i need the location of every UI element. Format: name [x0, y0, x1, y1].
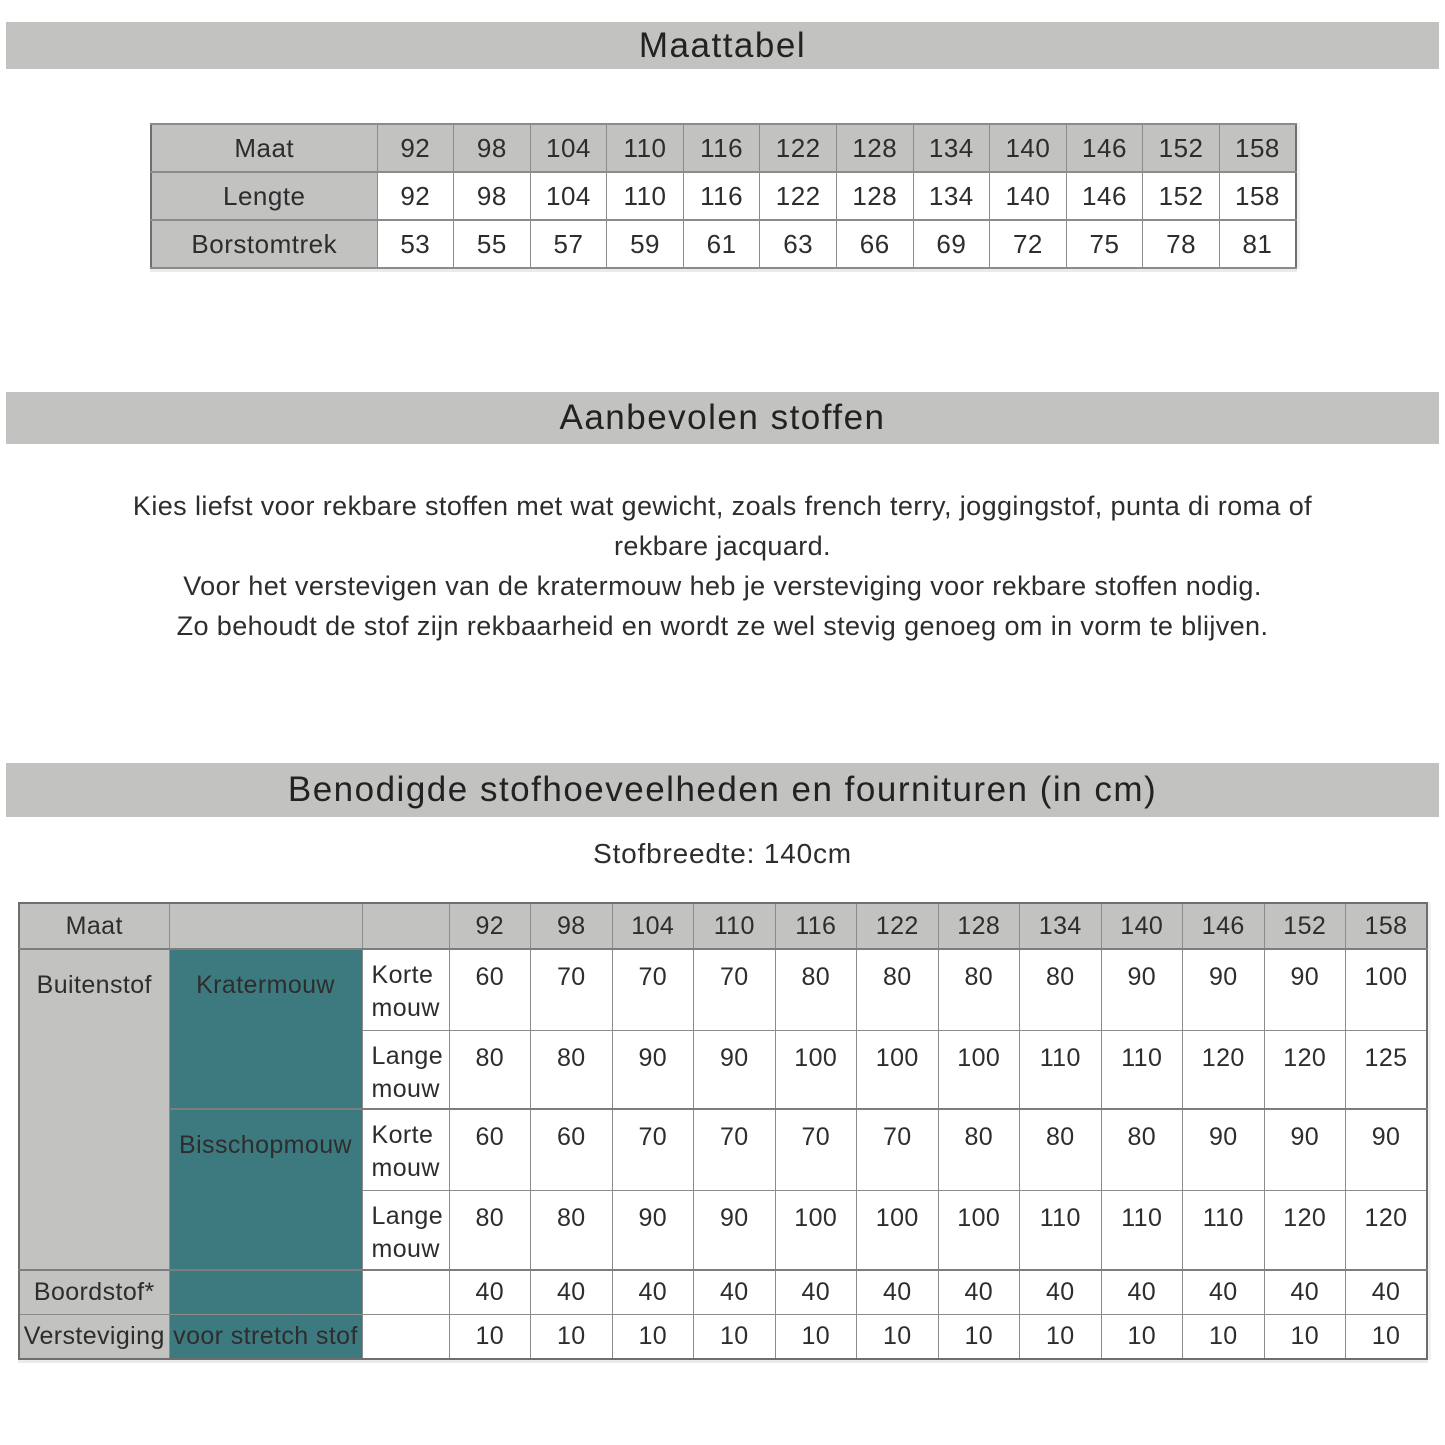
- section-header-aanbevolen-stoffen: [6, 392, 1439, 444]
- size-col-header: 110: [607, 124, 684, 172]
- lengte-value: 128: [836, 172, 913, 220]
- advice-line: rekbare jacquard.: [614, 531, 831, 561]
- section-title-aanbevolen-stoffen: Aanbevolen stoffen: [559, 398, 886, 437]
- size-col-header: 110: [694, 903, 776, 949]
- advice-line: Zo behoudt de stof zijn rekbaarheid en wordt ze wel stevig genoeg om in vorm te blijven.: [176, 611, 1269, 641]
- size-col-header: 146: [1183, 903, 1265, 949]
- sleeve-type-label: Korte mouw: [362, 949, 449, 1030]
- bisschop-kort-value: 80: [1101, 1109, 1183, 1190]
- borstomtrek-value: 78: [1143, 220, 1220, 268]
- krater-lang-value: 125: [1346, 1030, 1428, 1109]
- boordstof-value: 40: [1346, 1270, 1428, 1314]
- section-header-benodigdheden: [6, 763, 1439, 817]
- size-col-header: 116: [683, 124, 760, 172]
- bisschop-lang-value: 110: [1020, 1190, 1102, 1270]
- boordstof-value: 40: [694, 1270, 776, 1314]
- lengte-value: 104: [530, 172, 607, 220]
- sleeve-type-label: Lange mouw: [362, 1190, 449, 1270]
- krater-lang-value: 90: [694, 1030, 776, 1109]
- bisschop-lang-value: 100: [775, 1190, 857, 1270]
- bisschop-kort-value: 60: [531, 1109, 613, 1190]
- size-col-header: 104: [530, 124, 607, 172]
- sleeve-type-label: Korte mouw: [362, 1109, 449, 1190]
- size-col-header: 98: [531, 903, 613, 949]
- krater-kort-value: 80: [938, 949, 1020, 1030]
- krater-kort-value: 80: [775, 949, 857, 1030]
- krater-kort-value: 90: [1101, 949, 1183, 1030]
- requirements-header-row: [19, 903, 1427, 949]
- versteviging-value: 10: [857, 1314, 939, 1359]
- lengte-value: 98: [454, 172, 531, 220]
- versteviging-value: 10: [1264, 1314, 1346, 1359]
- section-title-benodigdheden: Benodigde stofhoeveelheden en fournituren (in cm): [287, 770, 1158, 809]
- bisschop-lang-value: 90: [612, 1190, 694, 1270]
- krater-kort-value: 70: [612, 949, 694, 1030]
- size-col-header: 98: [454, 124, 531, 172]
- borstomtrek-value: 61: [683, 220, 760, 268]
- krater-lang-value: 100: [857, 1030, 939, 1109]
- boordstof-label: Boordstof*: [19, 1270, 169, 1314]
- krater-lang-value: 120: [1264, 1030, 1346, 1109]
- borstomtrek-value: 57: [530, 220, 607, 268]
- size-col-header: 146: [1066, 124, 1143, 172]
- size-col-header: 104: [612, 903, 694, 949]
- borstomtrek-value: 72: [990, 220, 1067, 268]
- size-col-header: 134: [913, 124, 990, 172]
- versteviging-value: 10: [1346, 1314, 1428, 1359]
- krater-lang-value: 80: [531, 1030, 613, 1109]
- header-spacer-cell: [169, 903, 362, 949]
- versteviging-row: [19, 1314, 1427, 1359]
- boordstof-row: [19, 1270, 1427, 1314]
- krater-lang-value: 120: [1183, 1030, 1265, 1109]
- boordstof-value: 40: [1264, 1270, 1346, 1314]
- bisschop-lang-value: 80: [531, 1190, 613, 1270]
- section-header-maattabel: [6, 22, 1439, 69]
- spacer-cell: [362, 1270, 449, 1314]
- bisschop-kort-value: 60: [449, 1109, 531, 1190]
- borstomtrek-value: 53: [377, 220, 454, 268]
- versteviging-value: 10: [449, 1314, 531, 1359]
- boordstof-value: 40: [1020, 1270, 1102, 1314]
- borstomtrek-value: 69: [913, 220, 990, 268]
- versteviging-value: 10: [531, 1314, 613, 1359]
- lengte-value: 140: [990, 172, 1067, 220]
- size-col-header: 152: [1143, 124, 1220, 172]
- versteviging-value: 10: [775, 1314, 857, 1359]
- krater-kort-value: 60: [449, 949, 531, 1030]
- bisschop-lang-value: 120: [1264, 1190, 1346, 1270]
- lengte-value: 152: [1143, 172, 1220, 220]
- size-col-header: 152: [1264, 903, 1346, 949]
- bisschop-kort-value: 70: [857, 1109, 939, 1190]
- spacer-cell: [362, 1314, 449, 1359]
- boordstof-teal-spacer: [169, 1270, 362, 1314]
- advice-line: Kies liefst voor rekbare stoffen met wat gewicht, zoals french terry, joggingstof, punta di roma of: [132, 491, 1313, 521]
- lengte-value: 158: [1219, 172, 1296, 220]
- advice-line: Voor het verstevigen van de kratermouw heb je versteviging voor rekbare stoffen nodig.: [183, 571, 1262, 601]
- borstomtrek-value: 75: [1066, 220, 1143, 268]
- versteviging-note: voor stretch stof: [169, 1314, 362, 1359]
- bisschop-lang-value: 110: [1101, 1190, 1183, 1270]
- krater-kort-value: 70: [694, 949, 776, 1030]
- lengte-value: 146: [1066, 172, 1143, 220]
- buitenstof-label: Buitenstof: [19, 949, 169, 1270]
- lengte-value: 122: [760, 172, 837, 220]
- bisschop-kort-value: 80: [938, 1109, 1020, 1190]
- size-col-header: 128: [836, 124, 913, 172]
- bisschop-lang-value: 100: [857, 1190, 939, 1270]
- size-col-header: 92: [377, 124, 454, 172]
- boordstof-value: 40: [1101, 1270, 1183, 1314]
- size-col-header: 140: [1101, 903, 1183, 949]
- versteviging-value: 10: [938, 1314, 1020, 1359]
- bisschopmouw-korte-row: [19, 1109, 1427, 1190]
- size-col-header: 128: [938, 903, 1020, 949]
- bisschop-kort-value: 90: [1346, 1109, 1428, 1190]
- versteviging-value: 10: [694, 1314, 776, 1359]
- boordstof-value: 40: [449, 1270, 531, 1314]
- versteviging-value: 10: [1020, 1314, 1102, 1359]
- borstomtrek-row-label: Borstomtrek: [151, 220, 377, 268]
- fabric-advice-paragraph: [40, 486, 1405, 646]
- krater-lang-value: 110: [1020, 1030, 1102, 1109]
- borstomtrek-value: 63: [760, 220, 837, 268]
- bisschop-kort-value: 90: [1264, 1109, 1346, 1190]
- krater-kort-value: 100: [1346, 949, 1428, 1030]
- krater-kort-value: 70: [531, 949, 613, 1030]
- lengte-value: 92: [377, 172, 454, 220]
- boordstof-value: 40: [938, 1270, 1020, 1314]
- kratermouw-label: Kratermouw: [169, 949, 362, 1109]
- sleeve-type-label: Lange mouw: [362, 1030, 449, 1109]
- krater-kort-value: 90: [1264, 949, 1346, 1030]
- bisschop-kort-value: 90: [1183, 1109, 1265, 1190]
- size-col-header: 122: [857, 903, 939, 949]
- krater-kort-value: 80: [1020, 949, 1102, 1030]
- bisschop-kort-value: 70: [775, 1109, 857, 1190]
- bisschop-lang-value: 80: [449, 1190, 531, 1270]
- versteviging-label: Versteviging: [19, 1314, 169, 1359]
- section-title-maattabel: Maattabel: [638, 25, 807, 65]
- fabric-width-note: Stofbreedte: 140cm: [593, 838, 852, 869]
- lengte-value: 110: [607, 172, 684, 220]
- krater-kort-value: 90: [1183, 949, 1265, 1030]
- boordstof-value: 40: [612, 1270, 694, 1314]
- fabric-requirements-table: [18, 902, 1428, 1360]
- bisschop-kort-value: 70: [612, 1109, 694, 1190]
- boordstof-value: 40: [857, 1270, 939, 1314]
- size-col-header: 158: [1219, 124, 1296, 172]
- borstomtrek-value: 66: [836, 220, 913, 268]
- size-col-header: 116: [775, 903, 857, 949]
- kratermouw-korte-row: [19, 949, 1427, 1030]
- krater-lang-value: 90: [612, 1030, 694, 1109]
- size-col-header: 140: [990, 124, 1067, 172]
- borstomtrek-value: 59: [607, 220, 684, 268]
- bisschopmouw-label: Bisschopmouw: [169, 1109, 362, 1270]
- size-col-header: 134: [1020, 903, 1102, 949]
- krater-kort-value: 80: [857, 949, 939, 1030]
- krater-lang-value: 80: [449, 1030, 531, 1109]
- krater-lang-value: 100: [938, 1030, 1020, 1109]
- size-col-header: 122: [760, 124, 837, 172]
- requirements-corner-label: Maat: [19, 903, 169, 949]
- krater-lang-value: 100: [775, 1030, 857, 1109]
- borstomtrek-value: 81: [1219, 220, 1296, 268]
- size-chart-table: [150, 123, 1297, 269]
- bisschop-lang-value: 120: [1346, 1190, 1428, 1270]
- bisschop-lang-value: 100: [938, 1190, 1020, 1270]
- lengte-value: 116: [683, 172, 760, 220]
- lengte-value: 134: [913, 172, 990, 220]
- borstomtrek-row: [151, 220, 1296, 268]
- krater-lang-value: 110: [1101, 1030, 1183, 1109]
- size-col-header: 92: [449, 903, 531, 949]
- borstomtrek-value: 55: [454, 220, 531, 268]
- size-chart-header-row: [151, 124, 1296, 172]
- bisschop-lang-value: 90: [694, 1190, 776, 1270]
- boordstof-value: 40: [775, 1270, 857, 1314]
- bisschop-lang-value: 110: [1183, 1190, 1265, 1270]
- header-spacer-cell: [362, 903, 449, 949]
- lengte-row-label: Lengte: [151, 172, 377, 220]
- bisschop-kort-value: 70: [694, 1109, 776, 1190]
- versteviging-value: 10: [612, 1314, 694, 1359]
- lengte-row: [151, 172, 1296, 220]
- size-chart-corner-label: Maat: [151, 124, 377, 172]
- boordstof-value: 40: [531, 1270, 613, 1314]
- bisschop-kort-value: 80: [1020, 1109, 1102, 1190]
- versteviging-value: 10: [1183, 1314, 1265, 1359]
- versteviging-value: 10: [1101, 1314, 1183, 1359]
- boordstof-value: 40: [1183, 1270, 1265, 1314]
- size-col-header: 158: [1346, 903, 1428, 949]
